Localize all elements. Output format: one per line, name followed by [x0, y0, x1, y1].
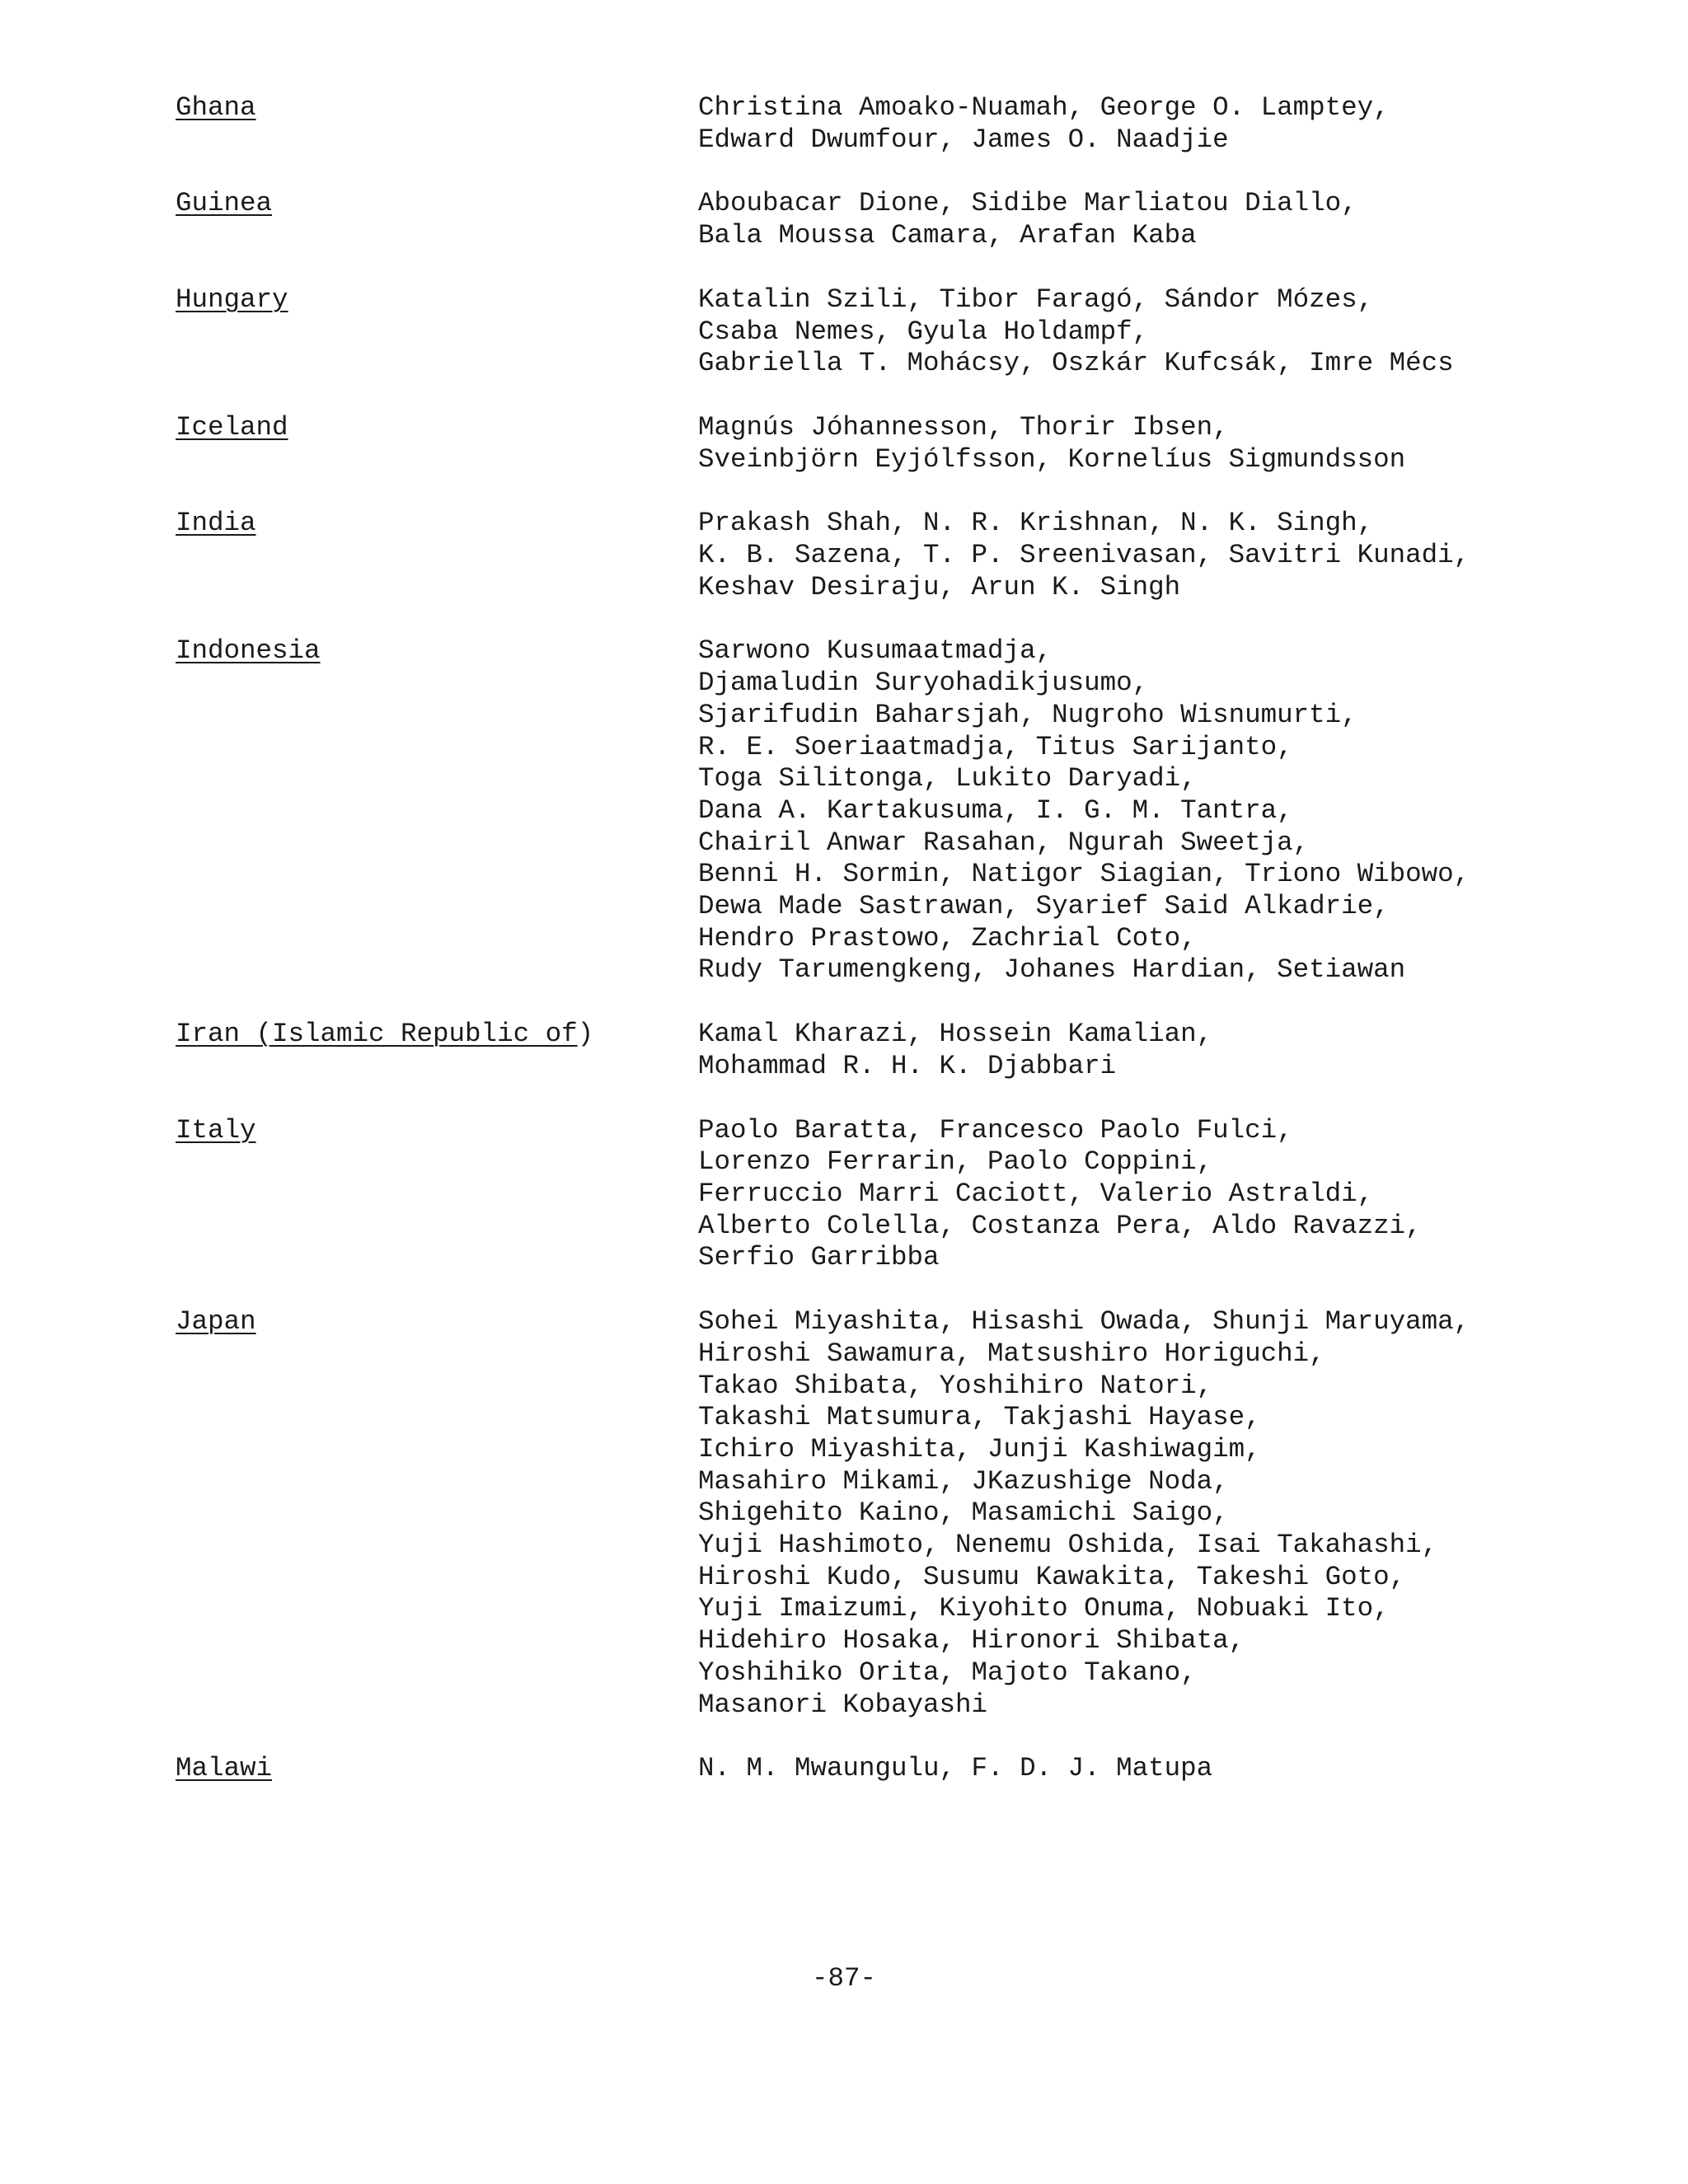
delegate-line: Mohammad R. H. K. Djabbari — [698, 1050, 1117, 1081]
delegate-names — [698, 188, 1577, 251]
delegate-line: Hiroshi Sawamura, Matsushiro Horiguchi, — [698, 1338, 1325, 1369]
delegate-names — [698, 92, 1577, 156]
delegate-line: Katalin Szili, Tibor Faragó, Sándor Mózes, — [698, 284, 1374, 315]
delegate-line: N. M. Mwaungulu, F. D. J. Matupa — [698, 1753, 1213, 1784]
delegate-line: Sohei Miyashita, Hisashi Owada, Shunji Maruyama, — [698, 1306, 1470, 1338]
delegate-line: Hendro Prastowo, Zachrial Coto, — [698, 922, 1197, 954]
delegate-line: Takao Shibata, Yoshihiro Natori, — [698, 1370, 1213, 1401]
delegate-line: Gabriella T. Mohácsy, Oszkár Kufcsák, Imre Mécs — [698, 348, 1454, 379]
delegate-line: Hiroshi Kudo, Susumu Kawakita, Takeshi Goto, — [698, 1561, 1406, 1592]
country-label: Hungary — [176, 284, 288, 315]
country-label: Japan — [176, 1306, 256, 1338]
delegate-line: Edward Dwumfour, James O. Naadjie — [698, 124, 1229, 155]
country-name — [176, 1306, 698, 1721]
delegate-line: Yuji Hashimoto, Nenemu Oshida, Isai Takahashi, — [698, 1530, 1438, 1561]
delegate-line: Csaba Nemes, Gyula Holdampf, — [698, 316, 1149, 347]
country-name — [176, 1753, 698, 1785]
delegation-list — [176, 92, 1577, 1817]
delegate-line: R. E. Soeriaatmadja, Titus Sarijanto, — [698, 731, 1293, 762]
delegate-names — [698, 284, 1577, 380]
delegation-entry-italy — [176, 1115, 1577, 1275]
delegation-entry-guinea — [176, 188, 1577, 251]
delegate-line: Serfio Garribba — [698, 1242, 940, 1273]
delegate-line: Masanori Kobayashi — [698, 1689, 988, 1720]
delegate-line: Dana A. Kartakusuma, I. G. M. Tantra, — [698, 794, 1293, 826]
delegation-entry-malawi — [176, 1753, 1577, 1785]
delegate-line: Lorenzo Ferrarin, Paolo Coppini, — [698, 1146, 1213, 1178]
delegate-names — [698, 635, 1577, 987]
country-label: Italy — [176, 1114, 256, 1146]
delegate-line: Hidehiro Hosaka, Hironori Shibata, — [698, 1625, 1245, 1657]
delegate-line: Ferruccio Marri Caciott, Valerio Astraldi, — [698, 1178, 1374, 1209]
delegate-line: Djamaludin Suryohadikjusumo, — [698, 668, 1149, 699]
country-name — [176, 284, 698, 380]
delegate-line: Magnús Jóhannesson, Thorir Ibsen, — [698, 411, 1229, 443]
delegate-names — [698, 412, 1577, 476]
delegate-line: Christina Amoako-Nuamah, George O. Lamptey, — [698, 92, 1390, 123]
country-label: Iran (Islamic Republic of — [176, 1019, 578, 1050]
country-name — [176, 92, 698, 156]
country-label: Malawi — [176, 1753, 273, 1784]
delegate-line: Benni H. Sormin, Natigor Siagian, Triono Wibowo, — [698, 859, 1470, 890]
country-name — [176, 188, 698, 251]
delegation-entry-iceland — [176, 412, 1577, 476]
delegate-line: Sjarifudin Baharsjah, Nugroho Wisnumurti, — [698, 699, 1357, 730]
delegate-line: Paolo Baratta, Francesco Paolo Fulci, — [698, 1114, 1293, 1146]
delegation-entry-japan — [176, 1306, 1577, 1721]
delegate-line: Chairil Anwar Rasahan, Ngurah Sweetja, — [698, 827, 1310, 858]
delegation-entry-iran — [176, 1019, 1577, 1082]
delegate-line: Shigehito Kaino, Masamichi Saigo, — [698, 1497, 1229, 1529]
delegate-line: Sarwono Kusumaatmadja, — [698, 635, 1053, 667]
country-name — [176, 508, 698, 603]
country-name — [176, 635, 698, 987]
country-label: Ghana — [176, 92, 256, 123]
delegate-names — [698, 1115, 1577, 1275]
country-name — [176, 1019, 698, 1082]
delegation-entry-ghana — [176, 92, 1577, 156]
country-label: Guinea — [176, 188, 273, 219]
delegate-line: Dewa Made Sastrawan, Syarief Said Alkadrie, — [698, 891, 1390, 922]
delegate-line: Takashi Matsumura, Takjashi Hayase, — [698, 1402, 1261, 1433]
country-label: India — [176, 508, 256, 539]
page-number: -87- — [811, 1963, 876, 1994]
country-label: Indonesia — [176, 635, 321, 667]
delegate-line: Toga Silitonga, Lukito Daryadi, — [698, 763, 1197, 794]
delegate-line: Bala Moussa Camara, Arafan Kaba — [698, 220, 1197, 251]
delegate-line: Prakash Shah, N. R. Krishnan, N. K. Singh, — [698, 508, 1374, 539]
delegate-line: Aboubacar Dione, Sidibe Marliatou Diallo, — [698, 188, 1357, 219]
delegate-line: Alberto Colella, Costanza Pera, Aldo Ravazzi, — [698, 1210, 1422, 1241]
delegate-line: Ichiro Miyashita, Junji Kashiwagim, — [698, 1433, 1261, 1465]
country-label-suffix: ) — [577, 1019, 594, 1050]
country-name — [176, 412, 698, 476]
delegation-entry-indonesia — [176, 635, 1577, 987]
delegate-line: Keshav Desiraju, Arun K. Singh — [698, 571, 1181, 602]
delegate-names — [698, 1753, 1577, 1785]
delegate-line: Yuji Imaizumi, Kiyohito Onuma, Nobuaki Ito, — [698, 1593, 1390, 1624]
delegate-line: Kamal Kharazi, Hossein Kamalian, — [698, 1019, 1213, 1050]
delegation-entry-india — [176, 508, 1577, 603]
country-label: Iceland — [176, 411, 288, 443]
delegate-line: Masahiro Mikami, JKazushige Noda, — [698, 1465, 1229, 1497]
delegate-line: Yoshihiko Orita, Majoto Takano, — [698, 1657, 1197, 1688]
delegate-line: Rudy Tarumengkeng, Johanes Hardian, Setiawan — [698, 954, 1406, 986]
delegate-names — [698, 1019, 1577, 1082]
country-name — [176, 1115, 698, 1275]
delegate-line: K. B. Sazena, T. P. Sreenivasan, Savitri Kunadi, — [698, 540, 1470, 571]
delegate-line: Sveinbjörn Eyjólfsson, Kornelíus Sigmundsson — [698, 443, 1406, 475]
delegation-entry-hungary — [176, 284, 1577, 380]
delegate-names — [698, 508, 1577, 603]
delegate-names — [698, 1306, 1577, 1721]
